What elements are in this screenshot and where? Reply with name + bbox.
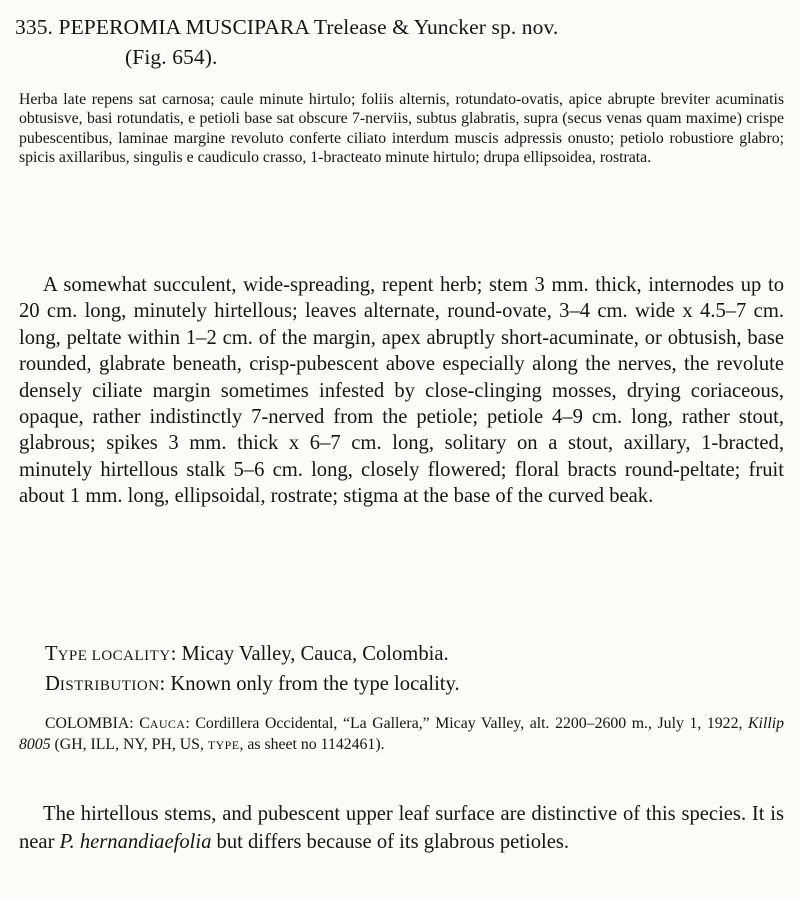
species-epithet: MUSCIPARA — [185, 15, 309, 39]
figure-reference: (Fig. 654). — [125, 45, 218, 69]
specimen-citation: COLOMBIA: CAUCA: Cordillera Occidental, “La Gallera,” Micay Valley, alt. 2200–2600 m., July 1, 1922, Killip 8005 (GH, ILL, NY, PH, US, TYPE, as sheet no 1142461). — [19, 715, 785, 753]
specimen-department: CAUCA — [139, 715, 186, 732]
distribution-value: Known only from the type locality. — [170, 673, 460, 695]
type-locality-value: Micay Valley, Cauca, Colombia. — [181, 643, 449, 665]
genus-name: PEPEROMIA — [58, 15, 181, 39]
english-description: A somewhat succulent, wide-spreading, repent herb; stem 3 mm. thick, internodes up to 20 cm. long, minutely hirtellous; leaves alternate, round-ovate, 3–4 cm. wide x 4.5–7 cm. long, peltate within 1–2 cm. of the margin, apex abruptly short-acuminate, or obtusish, base rounded, glabrate beneath, crisp-pubescent above especially along the nerves, the revolute densely ciliate margin sometimes infested by close-clinging mosses, drying coriaceous, opaque, rather indistinctly 7-nerved from the petiole; petiole 4–9 cm. long, rather stout, glabrous; spikes 3 mm. thick x 6–7 cm. long, solitary on a stout, axillary, 1-bracted, minutely hirtellous stalk 5–6 cm. long, closely flowered; floral bracts round-peltate; fruit about 1 mm. long, ellipsoidal, rostrate; stigma at the base of the curved beak. — [19, 274, 784, 508]
specimen-country: COLOMBIA — [45, 715, 130, 732]
distribution: DISTRIBUTION: Known only from the type locality. — [45, 673, 460, 695]
distribution-label: DISTRIBUTION — [45, 673, 160, 695]
related-species: P. hernandiaefolia — [59, 831, 212, 853]
specimen-collector: Killip 8005 — [19, 715, 785, 753]
specimen-sheet: , as sheet no 1142461). — [239, 735, 385, 753]
species-number: 335. — [15, 15, 54, 39]
type-locality: TYPE LOCALITY: Micay Valley, Cauca, Colombia. — [45, 643, 449, 665]
specimen-locality: Cordillera Occidental, “La Gallera,” Micay Valley, alt. 2200–2600 m., July 1, 1922, — [195, 715, 743, 732]
species-authors: Trelease & Yuncker sp. nov. — [313, 15, 559, 39]
species-heading — [15, 12, 795, 72]
type-locality-label: TYPE LOCALITY — [45, 643, 171, 665]
diagnostic-note: The hirtellous stems, and pubescent upper leaf surface are distinctive of this species. It is near P. hernandiaefolia but differs because of its glabrous petioles. — [19, 803, 784, 853]
type-designation: TYPE — [207, 737, 240, 752]
specimen-herbaria: (GH, ILL, NY, PH, US, — [54, 735, 204, 753]
latin-description: Herba late repens sat carnosa; caule minute hirtulo; foliis alternis, rotundato-ovatis, apice abrupte breviter acuminatis obtusisve, basi rotundatis, e petioli base sat obscure 7-nerviis, subtus glabratis, supra (secus venas quam maxime) crispe pubescentibus, laminae margine revoluto conferte ciliato interdum muscis adpressis onusto; petiolo robustiore glabro; spicis axillaribus, singulis e caudiculo crasso, 1-bracteato minute hirtulo; drupa ellipsoidea, rostrata. — [19, 91, 784, 167]
species-heading-line — [15, 12, 795, 42]
